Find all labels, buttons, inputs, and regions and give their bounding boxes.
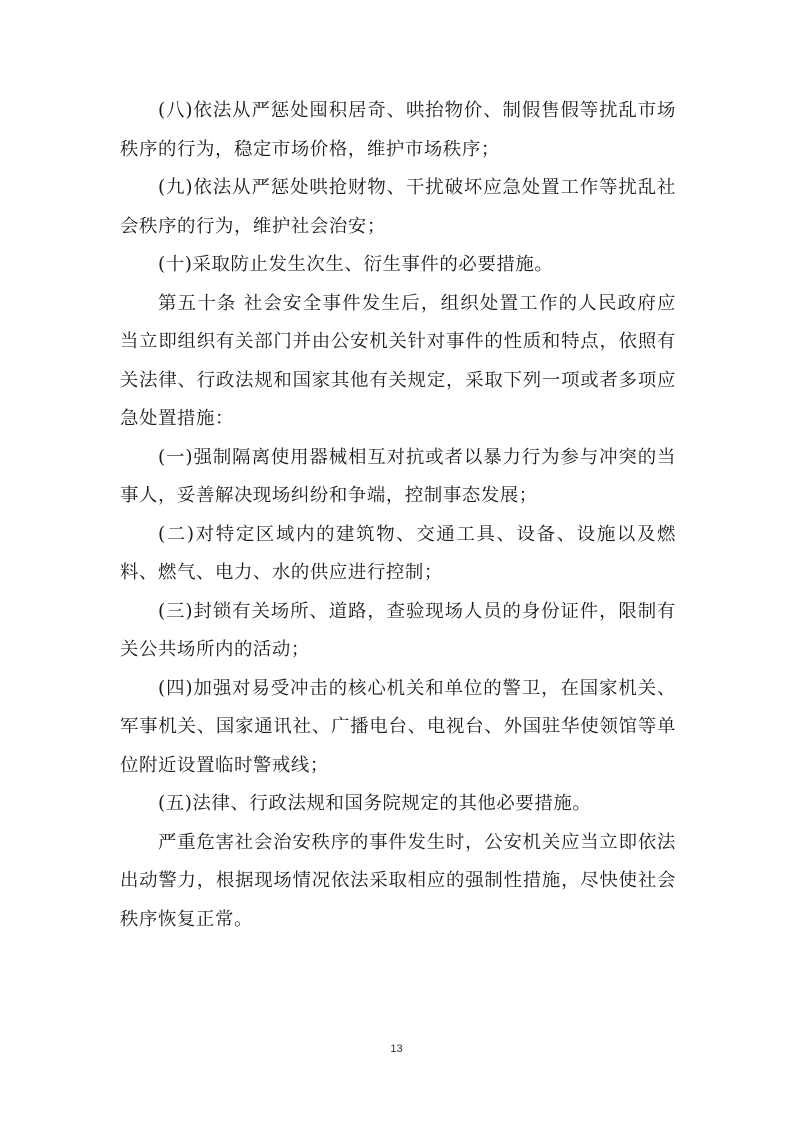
paragraph-item-9: (九)依法从严惩处哄抢财物、干扰破坏应急处置工作等扰乱社会秩序的行为，维护社会治安； bbox=[120, 177, 676, 237]
paragraph-item-5: (五)法律、行政法规和国务院规定的其他必要措施。 bbox=[158, 793, 592, 814]
page-number: 13 bbox=[390, 1043, 403, 1055]
paragraph-item-4: (四)加强对易受冲击的核心机关和单位的警卫，在国家机关、军事机关、国家通讯社、广播电台、电视台、外国驻华使领馆等单位附近设置临时警戒线； bbox=[120, 677, 676, 776]
paragraph-item-3: (三)封锁有关场所、道路，查验现场人员的身份证件，限制有关公共场所内的活动； bbox=[120, 600, 676, 660]
paragraph-item-2: (二)对特定区域内的建筑物、交通工具、设备、设施以及燃料、燃气、电力、水的供应进行控制； bbox=[120, 523, 676, 583]
paragraph-item-1: (一)强制隔离使用器械相互对抗或者以暴力行为参与冲突的当事人，妥善解决现场纠纷和争端，控制事态发展； bbox=[120, 446, 676, 506]
closing-paragraph: 严重危害社会治安秩序的事件发生时，公安机关应当立即依法出动警力，根据现场情况依法采取相应的强制性措施，尽快使社会秩序恢复正常。 bbox=[120, 831, 676, 930]
article-50-paragraph: 第五十条 社会安全事件发生后，组织处置工作的人民政府应当立即组织有关部门并由公安机关针对事件的性质和特点，依照有关法律、行政法规和国家其他有关规定，采取下列一项或者多项应急处置措施： bbox=[120, 292, 676, 429]
document-body bbox=[120, 92, 676, 939]
paragraph-item-8: (八)依法从严惩处囤积居奇、哄抬物价、制假售假等扰乱市场秩序的行为，稳定市场价格，维护市场秩序； bbox=[120, 100, 676, 160]
paragraph-item-10: (十)采取防止发生次生、衍生事件的必要措施。 bbox=[158, 254, 554, 275]
